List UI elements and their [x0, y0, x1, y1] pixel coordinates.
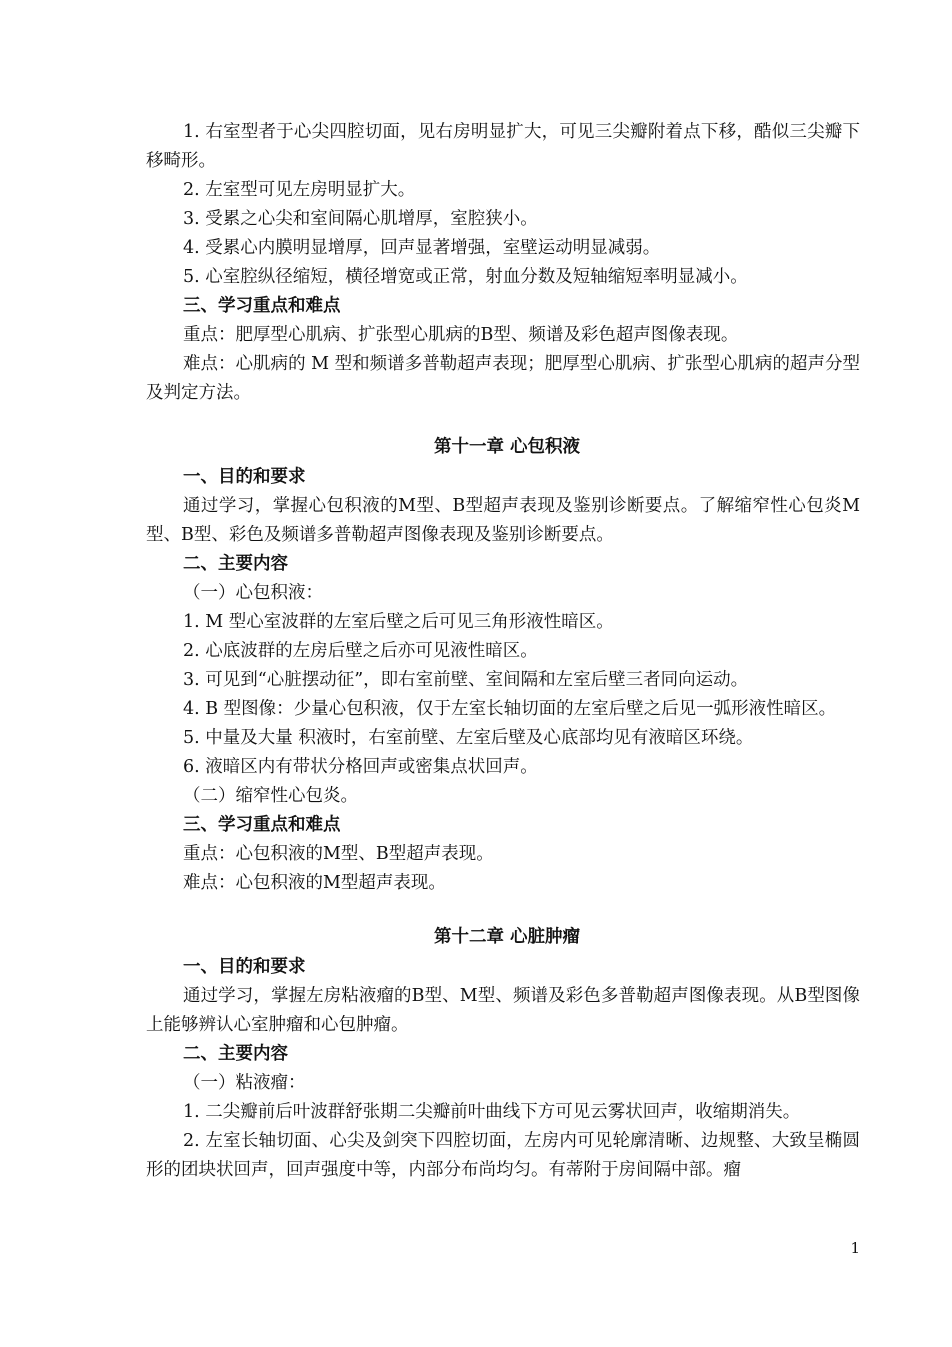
objectives-text: 通过学习，掌握心包积液的M型、B型超声表现及鉴别诊断要点。了解缩窄性心包炎M型、B型、彩色及频谱多普勒超声图像表现及鉴别诊断要点。 [146, 496, 860, 545]
list-item: 3. 受累之心尖和室间隔心肌增厚，室腔狭小。 [183, 209, 538, 229]
list-item: 1. M 型心室波群的左室后壁之后可见三角形液性暗区。 [183, 612, 614, 632]
chapter-12-title: 第十二章 心脏肿瘤 [433, 927, 581, 947]
section-heading-content: 二、主要内容 [183, 554, 288, 574]
list-item: 5. 心室腔纵径缩短，横径增宽或正常，射血分数及短轴缩短率明显减小。 [183, 267, 748, 287]
list-item: 1. 右室型者于心尖四腔切面，见右房明显扩大，可见三尖瓣附着点下移，酷似三尖瓣下移畸形。 [146, 122, 860, 171]
difficulty-text: 难点：心包积液的M型超声表现。 [183, 873, 446, 893]
list-item: 4. 受累心内膜明显增厚，回声显著增强，室壁运动明显减弱。 [183, 238, 661, 258]
difficulty-text: 难点：心肌病的 M 型和频谱多普勒超声表现；肥厚型心肌病、扩张型心肌病的超声分型及判定方法。 [146, 354, 860, 403]
objectives-text: 通过学习，掌握左房粘液瘤的B型、M型、频谱及彩色多普勒超声图像表现。从B型图像上能够辨认心室肿瘤和心包肿瘤。 [146, 986, 860, 1035]
section-heading-key-points: 三、学习重点和难点 [183, 296, 341, 316]
list-item: 4. B 型图像：少量心包积液，仅于左室长轴切面的左室后壁之后见一弧形液性暗区。 [183, 699, 837, 719]
list-item: 5. 中量及大量 积液时，右室前壁、左室后壁及心底部均见有液暗区环绕。 [183, 728, 754, 748]
subsection-title: （一）粘液瘤： [183, 1073, 306, 1093]
page-content [146, 118, 860, 1185]
list-item: 6. 液暗区内有带状分格回声或密集点状回声。 [183, 757, 538, 777]
list-item: 2. 心底波群的左房后壁之后亦可见液性暗区。 [183, 641, 538, 661]
list-item: 2. 左室长轴切面、心尖及剑突下四腔切面，左房内可见轮廓清晰、边规整、大致呈椭圆形的团块状回声，回声强度中等，内部分布尚均匀。有蒂附于房间隔中部。瘤 [146, 1131, 860, 1180]
section-heading-objectives: 一、目的和要求 [183, 467, 306, 487]
section-heading-objectives: 一、目的和要求 [183, 957, 306, 977]
list-item: 2. 左室型可见左房明显扩大。 [183, 180, 416, 200]
list-item: 1. 二尖瓣前后叶波群舒张期二尖瓣前叶曲线下方可见云雾状回声，收缩期消失。 [183, 1102, 801, 1122]
page-number: 1 [850, 1239, 860, 1257]
section-heading-content: 二、主要内容 [183, 1044, 288, 1064]
chapter-11-title: 第十一章 心包积液 [433, 437, 581, 457]
subsection-title: （一）心包积液： [183, 583, 323, 603]
subsection-title: （二）缩窄性心包炎。 [183, 786, 358, 806]
key-points-text: 重点：心包积液的M型、B型超声表现。 [183, 844, 494, 864]
section-heading-key-points: 三、学习重点和难点 [183, 815, 341, 835]
list-item: 3. 可见到“心脏摆动征”，即右室前壁、室间隔和左室后壁三者同向运动。 [183, 670, 749, 690]
key-points-text: 重点：肥厚型心肌病、扩张型心肌病的B型、频谱及彩色超声图像表现。 [183, 325, 739, 345]
